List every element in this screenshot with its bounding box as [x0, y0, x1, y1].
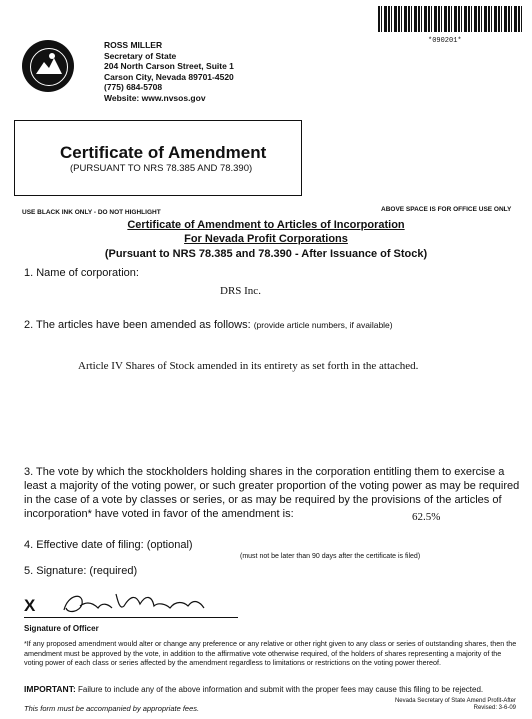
fees-notice: This form must be accompanied by appropriate fees. — [24, 704, 200, 713]
amendment-footnote: *If any proposed amendment would alter or change any preference or any relative or other right given to any class or series of outstanding shares, then the amendment must be approved by the vote, in addition to the affirmative vote otherwise required, of the holders of shares representing a majority of the voting power of each class or series affected by the amendment regardless to limitations or restrictions on the voting power thereof. — [24, 639, 517, 667]
official-title: Secretary of State — [104, 50, 177, 61]
q2-question — [24, 319, 393, 331]
ink-notice: USE BLACK INK ONLY - DO NOT HIGHLIGHT — [22, 209, 161, 216]
q1-label: 1. Name of corporation: — [24, 267, 139, 279]
address-line-1: 204 North Carson Street, Suite 1 — [104, 61, 234, 71]
state-seal-icon — [22, 40, 74, 92]
form-heading-line-3: (Pursuant to NRS 78.385 and 78.390 - After Issuance of Stock) — [104, 248, 428, 260]
certificate-subtitle: (PURSUANT TO NRS 78.385 AND 78.390) — [70, 163, 253, 174]
q4-note: (must not be later than 90 days after the certificate is filed) — [240, 553, 421, 560]
q4-label: 4. Effective date of filing: (optional) — [24, 539, 193, 551]
barcode — [378, 6, 524, 32]
important-notice — [24, 684, 524, 694]
q3-answer: 62.5% — [412, 511, 441, 523]
form-identifier — [366, 698, 516, 712]
form-heading-line-2: For Nevada Profit Corporations — [184, 233, 348, 245]
signature-x-mark: X — [24, 596, 36, 615]
q2-label: 2. The articles have been amended as follows: — [24, 319, 251, 331]
address-line-2: Carson City, Nevada 89701-4520 — [104, 71, 234, 82]
q2-hint: (provide article numbers, if available) — [253, 320, 393, 330]
document-number: *090201* — [428, 37, 462, 45]
handwritten-signature — [54, 586, 214, 620]
official-name: ROSS MILLER — [104, 40, 163, 50]
certificate-title: Certificate of Amendment — [60, 143, 267, 162]
q1-answer: DRS Inc. — [220, 285, 261, 297]
signature-line — [24, 617, 238, 618]
important-label: IMPORTANT: — [24, 684, 76, 694]
q5-label: 5. Signature: (required) — [24, 565, 138, 577]
office-use-notice: ABOVE SPACE IS FOR OFFICE USE ONLY — [381, 206, 512, 213]
q2-answer: Article IV Shares of Stock amended in its entirety as set forth in the attached. — [78, 360, 419, 372]
website: Website: www.nvsos.gov — [104, 92, 206, 103]
important-text: Failure to include any of the above information and submit with the proper fees may cause this filing to be rejected. — [78, 685, 484, 694]
signature-label: Signature of Officer — [24, 624, 99, 633]
phone: (775) 684-5708 — [104, 82, 163, 92]
form-revision: Revised: 3-6-09 — [473, 705, 516, 711]
secretary-address — [104, 40, 234, 103]
form-name-line-1: Nevada Secretary of State Amend Profit-After — [394, 698, 516, 704]
q3-text: 3. The vote by which the stockholders holding shares in the corporation entitling them to exercise a least a majority of the voting power, or such greater proportion of the voting power as may be required in the case of a vote by classes or series, or as may be required by the provisions of the articles of incorporation* have voted in favor of the amendment is: — [24, 466, 520, 520]
form-heading-line-1: Certificate of Amendment to Articles of Incorporation — [127, 219, 405, 231]
